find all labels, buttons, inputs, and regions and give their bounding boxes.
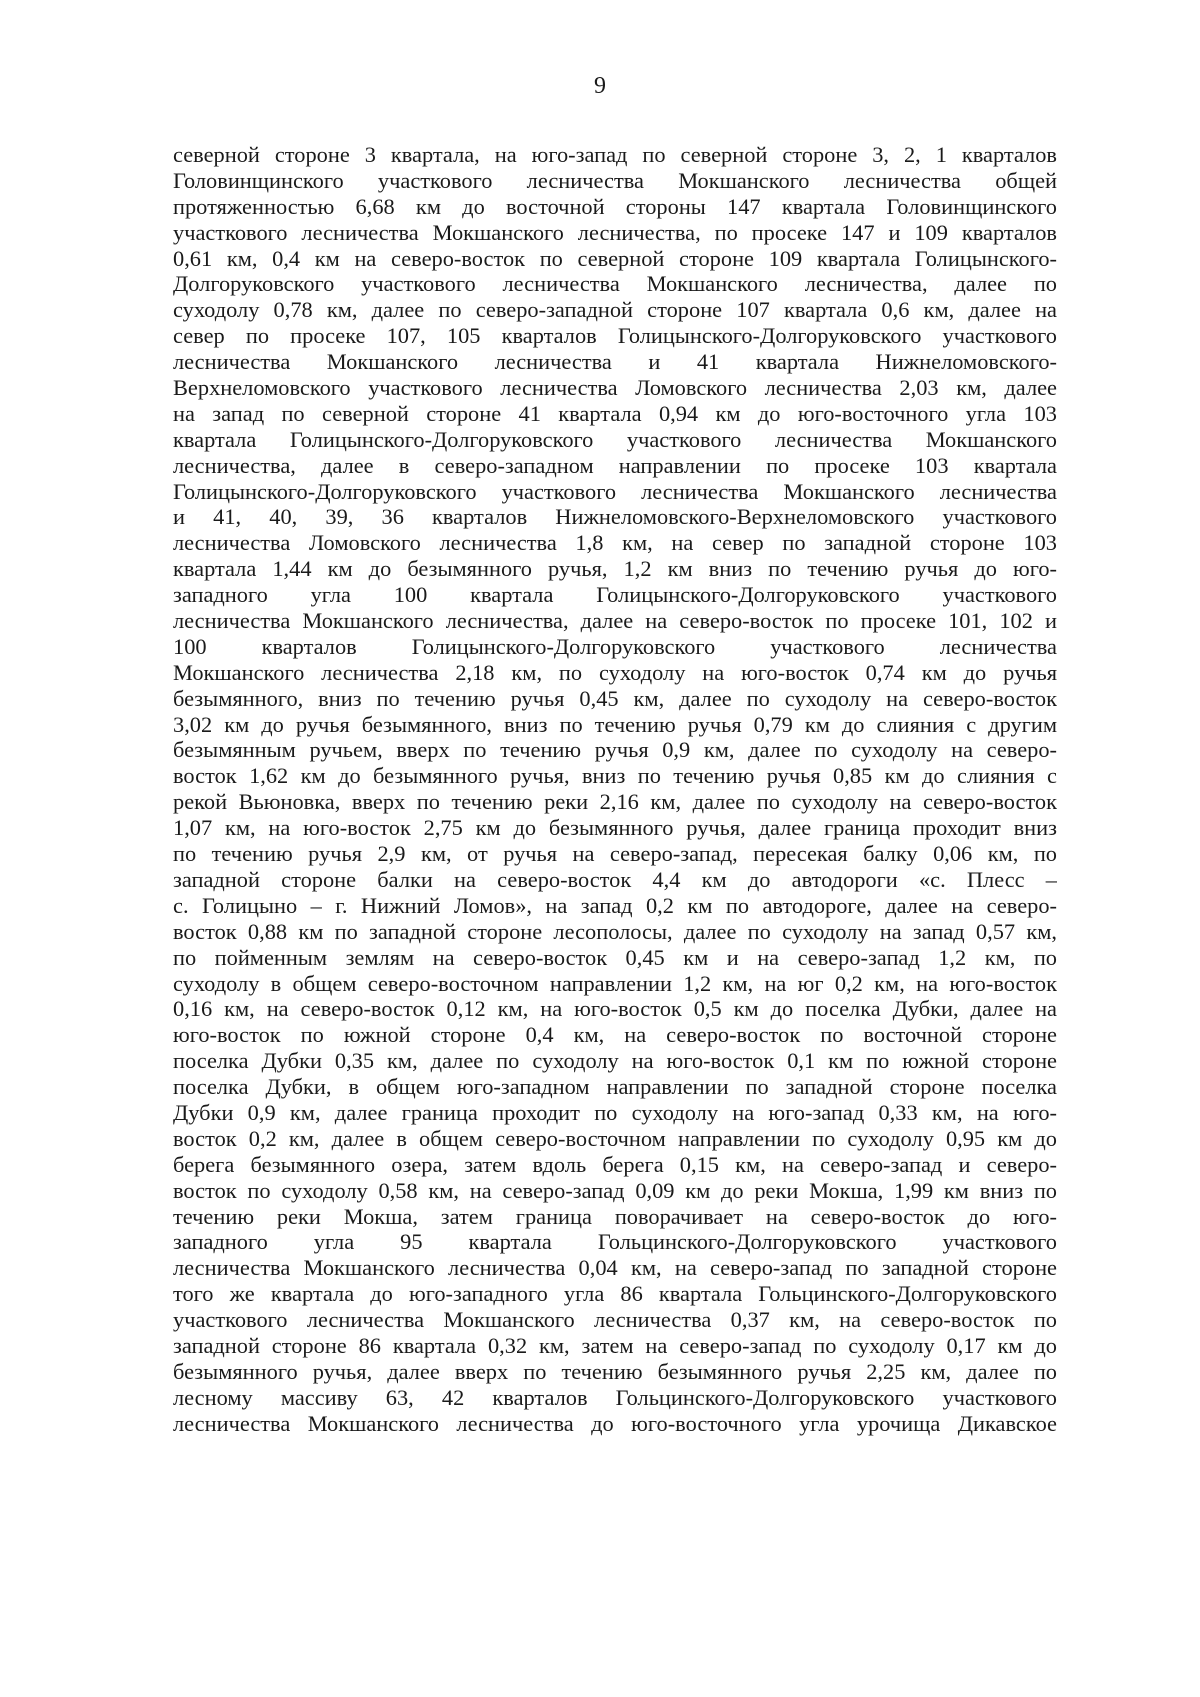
text-line: 0,61 км, 0,4 км на северо-восток по северной стороне 109 квартала Голицынского-: [173, 245, 1057, 271]
text-line: того же квартала до юго-западного угла 86 квартала Гольцинского-Долгоруковского: [173, 1281, 1057, 1307]
text-line: западной стороне балки на северо-восток 4,4 км до автодороги «с. Плесс –: [173, 866, 1057, 892]
text-line: безымянного, вниз по течению ручья 0,45 км, далее по суходолу на северо-восток: [173, 685, 1057, 711]
text-line: западной стороне 86 квартала 0,32 км, затем на северо-запад по суходолу 0,17 км до: [173, 1332, 1057, 1358]
text-line: поселка Дубки, в общем юго-западном направлении по западной стороне поселка: [173, 1074, 1057, 1100]
text-line: Голицынского-Долгоруковского участкового лесничества Мокшанского лесничества: [173, 478, 1057, 504]
text-line: западного угла 95 квартала Гольцинского-Долгоруковского участкового: [173, 1229, 1057, 1255]
text-line: квартала Голицынского-Долгоруковского участкового лесничества Мокшанского: [173, 426, 1057, 452]
text-line: лесничества Ломовского лесничества 1,8 км, на север по западной стороне 103: [173, 530, 1057, 556]
text-line: 0,16 км, на северо-восток 0,12 км, на юго-восток 0,5 км до поселка Дубки, далее на: [173, 996, 1057, 1022]
text-line: с. Голицыно – г. Нижний Ломов», на запад 0,2 км по автодороге, далее на северо-: [173, 892, 1057, 918]
text-line: и 41, 40, 39, 36 кварталов Нижнеломовского-Верхнеломовского участкового: [173, 504, 1057, 530]
text-line: лесничества Мокшанского лесничества до юго-восточного угла урочища Дикавское: [173, 1410, 1057, 1436]
text-line: суходолу в общем северо-восточном направлении 1,2 км, на юг 0,2 км, на юго-восток: [173, 970, 1057, 996]
text-line: протяженностью 6,68 км до восточной стороны 147 квартала Головинщинского: [173, 193, 1057, 219]
text-line: 100 кварталов Голицынского-Долгоруковского участкового лесничества: [173, 633, 1057, 659]
text-line: Мокшанского лесничества 2,18 км, по суходолу на юго-восток 0,74 км до ручья: [173, 659, 1057, 685]
text-line: восток 0,2 км, далее в общем северо-восточном направлении по суходолу 0,95 км до: [173, 1125, 1057, 1151]
text-line: юго-восток по южной стороне 0,4 км, на северо-восток по восточной стороне: [173, 1022, 1057, 1048]
text-line: северной стороне 3 квартала, на юго-запад по северной стороне 3, 2, 1 кварталов: [173, 142, 1057, 167]
text-line: поселка Дубки 0,35 км, далее по суходолу на юго-восток 0,1 км по южной стороне: [173, 1048, 1057, 1074]
text-line: лесничества Мокшанского лесничества и 41 квартала Нижнеломовского-: [173, 349, 1057, 375]
text-line: 3,02 км до ручья безымянного, вниз по течению ручья 0,79 км до слияния с другим: [173, 711, 1057, 737]
text-line: Долгоруковского участкового лесничества Мокшанского лесничества, далее по: [173, 271, 1057, 297]
text-line: по течению ручья 2,9 км, от ручья на северо-запад, пересекая балку 0,06 км, по: [173, 841, 1057, 867]
text-line: лесничества, далее в северо-западном направлении по просеке 103 квартала: [173, 452, 1057, 478]
text-line: восток 0,88 км по западной стороне лесополосы, далее по суходолу на запад 0,57 км,: [173, 918, 1057, 944]
text-line: квартала 1,44 км до безымянного ручья, 1,2 км вниз по течению ручья до юго-: [173, 556, 1057, 582]
text-line: на запад по северной стороне 41 квартала 0,94 км до юго-восточного угла 103: [173, 400, 1057, 426]
text-line: Верхнеломовского участкового лесничества Ломовского лесничества 2,03 км, далее: [173, 375, 1057, 401]
text-line: участкового лесничества Мокшанского лесничества 0,37 км, на северо-восток по: [173, 1307, 1057, 1333]
text-line: суходолу 0,78 км, далее по северо-западной стороне 107 квартала 0,6 км, далее на: [173, 297, 1057, 323]
text-line: западного угла 100 квартала Голицынского-Долгоруковского участкового: [173, 582, 1057, 608]
page-number: 9: [594, 73, 606, 99]
text-line: Дубки 0,9 км, далее граница проходит по суходолу на юго-запад 0,33 км, на юго-: [173, 1099, 1057, 1125]
text-line: Головинщинского участкового лесничества Мокшанского лесничества общей: [173, 167, 1057, 193]
text-line: участкового лесничества Мокшанского лесничества, по просеке 147 и 109 кварталов: [173, 219, 1057, 245]
text-line: лесничества Мокшанского лесничества, далее на северо-восток по просеке 101, 102 и: [173, 608, 1057, 634]
text-line: лесничества Мокшанского лесничества 0,04 км, на северо-запад по западной стороне: [173, 1255, 1057, 1281]
text-line: 1,07 км, на юго-восток 2,75 км до безымянного ручья, далее граница проходит вниз: [173, 815, 1057, 841]
body-text: [173, 142, 1057, 1437]
text-line: по пойменным землям на северо-восток 0,45 км и на северо-запад 1,2 км, по: [173, 944, 1057, 970]
text-line: север по просеке 107, 105 кварталов Голицынского-Долгоруковского участкового: [173, 323, 1057, 349]
text-line: течению реки Мокша, затем граница поворачивает на северо-восток до юго-: [173, 1203, 1057, 1229]
text-line: рекой Вьюновка, вверх по течению реки 2,16 км, далее по суходолу на северо-восток: [173, 789, 1057, 815]
text-line: безымянного ручья, далее вверх по течению безымянного ручья 2,25 км, далее по: [173, 1358, 1057, 1384]
text-line: лесному массиву 63, 42 кварталов Гольцинского-Долгоруковского участкового: [173, 1384, 1057, 1410]
text-line: восток по суходолу 0,58 км, на северо-запад 0,09 км до реки Мокша, 1,99 км вниз по: [173, 1177, 1057, 1203]
text-line: берега безымянного озера, затем вдоль берега 0,15 км, на северо-запад и северо-: [173, 1151, 1057, 1177]
text-line: восток 1,62 км до безымянного ручья, вниз по течению ручья 0,85 км до слияния с: [173, 763, 1057, 789]
text-line: безымянным ручьем, вверх по течению ручья 0,9 км, далее по суходолу на северо-: [173, 737, 1057, 763]
